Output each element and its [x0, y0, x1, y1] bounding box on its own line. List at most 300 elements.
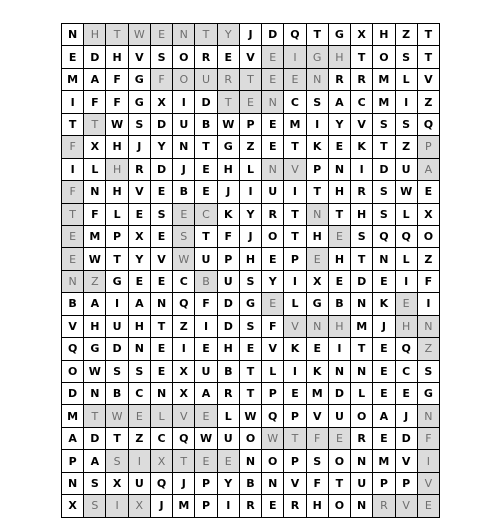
grid-cell-r10-c5[interactable]: E — [151, 226, 173, 248]
grid-cell-r3-c2[interactable]: A — [84, 69, 106, 91]
grid-cell-r7-c8[interactable]: H — [218, 159, 240, 181]
grid-cell-r16-c17[interactable]: S — [418, 361, 440, 383]
grid-cell-r20-c16[interactable]: V — [396, 450, 418, 472]
grid-cell-r1-c10[interactable]: D — [262, 24, 284, 46]
grid-cell-r4-c7[interactable]: D — [195, 91, 217, 113]
grid-cell-r18-c17[interactable]: N — [418, 405, 440, 427]
grid-cell-r10-c17[interactable]: O — [418, 226, 440, 248]
grid-cell-r1-c11[interactable]: Q — [284, 24, 306, 46]
grid-cell-r16-c5[interactable]: E — [151, 361, 173, 383]
grid-cell-r12-c11[interactable]: I — [284, 271, 306, 293]
grid-cell-r19-c1[interactable]: A — [62, 428, 84, 450]
grid-cell-r16-c14[interactable]: N — [351, 361, 373, 383]
grid-cell-r13-c8[interactable]: D — [218, 293, 240, 315]
grid-cell-r16-c10[interactable]: L — [262, 361, 284, 383]
grid-cell-r12-c4[interactable]: E — [129, 271, 151, 293]
grid-cell-r8-c9[interactable]: I — [240, 181, 262, 203]
grid-cell-r12-c6[interactable]: C — [173, 271, 195, 293]
grid-cell-r20-c2[interactable]: A — [84, 450, 106, 472]
grid-cell-r12-c1[interactable]: N — [62, 271, 84, 293]
grid-cell-r5-c7[interactable]: B — [195, 114, 217, 136]
grid-cell-r20-c11[interactable]: P — [284, 450, 306, 472]
grid-cell-r5-c1[interactable]: T — [62, 114, 84, 136]
grid-cell-r5-c16[interactable]: S — [396, 114, 418, 136]
grid-cell-r16-c15[interactable]: E — [373, 361, 395, 383]
grid-cell-r10-c8[interactable]: F — [218, 226, 240, 248]
grid-cell-r11-c3[interactable]: T — [106, 248, 128, 270]
grid-cell-r5-c8[interactable]: W — [218, 114, 240, 136]
grid-cell-r19-c7[interactable]: W — [195, 428, 217, 450]
grid-cell-r10-c6[interactable]: S — [173, 226, 195, 248]
grid-cell-r10-c9[interactable]: J — [240, 226, 262, 248]
grid-cell-r19-c3[interactable]: T — [106, 428, 128, 450]
grid-cell-r5-c15[interactable]: S — [373, 114, 395, 136]
grid-cell-r9-c14[interactable]: H — [351, 204, 373, 226]
grid-cell-r14-c5[interactable]: T — [151, 316, 173, 338]
grid-cell-r13-c7[interactable]: F — [195, 293, 217, 315]
grid-cell-r20-c3[interactable]: S — [106, 450, 128, 472]
grid-cell-r2-c17[interactable]: T — [418, 46, 440, 68]
grid-cell-r1-c4[interactable]: W — [129, 24, 151, 46]
grid-cell-r1-c9[interactable]: J — [240, 24, 262, 46]
grid-cell-r6-c1[interactable]: F — [62, 136, 84, 158]
grid-cell-r19-c6[interactable]: Q — [173, 428, 195, 450]
grid-cell-r19-c4[interactable]: Z — [129, 428, 151, 450]
grid-cell-r8-c6[interactable]: B — [173, 181, 195, 203]
grid-cell-r13-c12[interactable]: G — [307, 293, 329, 315]
grid-cell-r18-c13[interactable]: U — [329, 405, 351, 427]
grid-cell-r9-c2[interactable]: F — [84, 204, 106, 226]
grid-cell-r22-c5[interactable]: J — [151, 495, 173, 517]
grid-cell-r21-c15[interactable]: P — [373, 473, 395, 495]
grid-cell-r18-c8[interactable]: L — [218, 405, 240, 427]
grid-cell-r22-c4[interactable]: X — [129, 495, 151, 517]
grid-cell-r17-c13[interactable]: D — [329, 383, 351, 405]
grid-cell-r21-c13[interactable]: T — [329, 473, 351, 495]
grid-cell-r11-c15[interactable]: N — [373, 248, 395, 270]
grid-cell-r14-c3[interactable]: U — [106, 316, 128, 338]
grid-cell-r15-c1[interactable]: Q — [62, 338, 84, 360]
grid-cell-r11-c4[interactable]: Y — [129, 248, 151, 270]
grid-cell-r3-c17[interactable]: V — [418, 69, 440, 91]
grid-cell-r3-c10[interactable]: E — [262, 69, 284, 91]
grid-cell-r17-c14[interactable]: L — [351, 383, 373, 405]
grid-cell-r14-c6[interactable]: Z — [173, 316, 195, 338]
grid-cell-r22-c6[interactable]: M — [173, 495, 195, 517]
grid-cell-r19-c10[interactable]: W — [262, 428, 284, 450]
grid-cell-r6-c4[interactable]: J — [129, 136, 151, 158]
grid-cell-r7-c13[interactable]: N — [329, 159, 351, 181]
grid-cell-r14-c1[interactable]: V — [62, 316, 84, 338]
grid-cell-r10-c11[interactable]: T — [284, 226, 306, 248]
grid-cell-r17-c16[interactable]: E — [396, 383, 418, 405]
grid-cell-r13-c14[interactable]: N — [351, 293, 373, 315]
grid-cell-r6-c3[interactable]: H — [106, 136, 128, 158]
grid-cell-r10-c12[interactable]: H — [307, 226, 329, 248]
grid-cell-r4-c4[interactable]: G — [129, 91, 151, 113]
grid-cell-r20-c10[interactable]: O — [262, 450, 284, 472]
grid-cell-r7-c12[interactable]: P — [307, 159, 329, 181]
grid-cell-r15-c4[interactable]: N — [129, 338, 151, 360]
grid-cell-r22-c1[interactable]: X — [62, 495, 84, 517]
grid-cell-r15-c15[interactable]: E — [373, 338, 395, 360]
grid-cell-r1-c12[interactable]: T — [307, 24, 329, 46]
grid-cell-r1-c5[interactable]: E — [151, 24, 173, 46]
grid-cell-r4-c6[interactable]: I — [173, 91, 195, 113]
grid-cell-r15-c9[interactable]: E — [240, 338, 262, 360]
grid-cell-r11-c5[interactable]: V — [151, 248, 173, 270]
grid-cell-r21-c2[interactable]: S — [84, 473, 106, 495]
grid-cell-r11-c10[interactable]: E — [262, 248, 284, 270]
grid-cell-r2-c14[interactable]: T — [351, 46, 373, 68]
grid-cell-r6-c16[interactable]: Z — [396, 136, 418, 158]
grid-cell-r6-c7[interactable]: T — [195, 136, 217, 158]
grid-cell-r7-c4[interactable]: R — [129, 159, 151, 181]
grid-cell-r9-c5[interactable]: S — [151, 204, 173, 226]
grid-cell-r5-c4[interactable]: S — [129, 114, 151, 136]
grid-cell-r7-c5[interactable]: D — [151, 159, 173, 181]
grid-cell-r17-c1[interactable]: D — [62, 383, 84, 405]
grid-cell-r8-c15[interactable]: S — [373, 181, 395, 203]
grid-cell-r13-c3[interactable]: I — [106, 293, 128, 315]
grid-cell-r20-c4[interactable]: I — [129, 450, 151, 472]
grid-cell-r1-c8[interactable]: Y — [218, 24, 240, 46]
grid-cell-r10-c13[interactable]: E — [329, 226, 351, 248]
grid-cell-r16-c13[interactable]: N — [329, 361, 351, 383]
grid-cell-r22-c11[interactable]: R — [284, 495, 306, 517]
grid-cell-r22-c7[interactable]: P — [195, 495, 217, 517]
grid-cell-r4-c11[interactable]: C — [284, 91, 306, 113]
grid-cell-r12-c5[interactable]: E — [151, 271, 173, 293]
grid-cell-r2-c1[interactable]: E — [62, 46, 84, 68]
grid-cell-r9-c13[interactable]: T — [329, 204, 351, 226]
grid-cell-r2-c4[interactable]: V — [129, 46, 151, 68]
grid-cell-r20-c14[interactable]: N — [351, 450, 373, 472]
grid-cell-r8-c5[interactable]: E — [151, 181, 173, 203]
grid-cell-r15-c7[interactable]: E — [195, 338, 217, 360]
grid-cell-r9-c9[interactable]: Y — [240, 204, 262, 226]
grid-cell-r16-c2[interactable]: W — [84, 361, 106, 383]
grid-cell-r4-c17[interactable]: Z — [418, 91, 440, 113]
grid-cell-r21-c4[interactable]: U — [129, 473, 151, 495]
grid-cell-r13-c11[interactable]: L — [284, 293, 306, 315]
grid-cell-r19-c15[interactable]: E — [373, 428, 395, 450]
grid-cell-r16-c3[interactable]: S — [106, 361, 128, 383]
grid-cell-r9-c3[interactable]: L — [106, 204, 128, 226]
grid-cell-r21-c6[interactable]: J — [173, 473, 195, 495]
grid-cell-r12-c7[interactable]: B — [195, 271, 217, 293]
grid-cell-r21-c10[interactable]: N — [262, 473, 284, 495]
grid-cell-r16-c9[interactable]: T — [240, 361, 262, 383]
grid-cell-r10-c10[interactable]: O — [262, 226, 284, 248]
grid-cell-r14-c12[interactable]: N — [307, 316, 329, 338]
grid-cell-r4-c10[interactable]: N — [262, 91, 284, 113]
grid-cell-r11-c11[interactable]: P — [284, 248, 306, 270]
grid-cell-r21-c5[interactable]: Q — [151, 473, 173, 495]
grid-cell-r12-c15[interactable]: E — [373, 271, 395, 293]
grid-cell-r18-c7[interactable]: E — [195, 405, 217, 427]
grid-cell-r18-c15[interactable]: A — [373, 405, 395, 427]
grid-cell-r11-c16[interactable]: L — [396, 248, 418, 270]
grid-cell-r11-c6[interactable]: W — [173, 248, 195, 270]
grid-cell-r3-c9[interactable]: T — [240, 69, 262, 91]
grid-cell-r10-c4[interactable]: X — [129, 226, 151, 248]
grid-cell-r5-c12[interactable]: I — [307, 114, 329, 136]
grid-cell-r4-c15[interactable]: M — [373, 91, 395, 113]
grid-cell-r7-c3[interactable]: H — [106, 159, 128, 181]
grid-cell-r8-c1[interactable]: F — [62, 181, 84, 203]
grid-cell-r22-c8[interactable]: I — [218, 495, 240, 517]
grid-cell-r4-c14[interactable]: C — [351, 91, 373, 113]
grid-cell-r21-c12[interactable]: F — [307, 473, 329, 495]
grid-cell-r20-c15[interactable]: M — [373, 450, 395, 472]
grid-cell-r11-c9[interactable]: H — [240, 248, 262, 270]
grid-cell-r20-c6[interactable]: T — [173, 450, 195, 472]
grid-cell-r13-c13[interactable]: B — [329, 293, 351, 315]
grid-cell-r5-c3[interactable]: W — [106, 114, 128, 136]
grid-cell-r17-c8[interactable]: R — [218, 383, 240, 405]
grid-cell-r8-c13[interactable]: H — [329, 181, 351, 203]
grid-cell-r12-c12[interactable]: X — [307, 271, 329, 293]
grid-cell-r17-c11[interactable]: E — [284, 383, 306, 405]
grid-cell-r5-c13[interactable]: Y — [329, 114, 351, 136]
grid-cell-r3-c1[interactable]: M — [62, 69, 84, 91]
grid-cell-r18-c2[interactable]: T — [84, 405, 106, 427]
grid-cell-r14-c17[interactable]: N — [418, 316, 440, 338]
grid-cell-r3-c13[interactable]: R — [329, 69, 351, 91]
grid-cell-r6-c10[interactable]: E — [262, 136, 284, 158]
grid-cell-r19-c5[interactable]: C — [151, 428, 173, 450]
grid-cell-r4-c12[interactable]: S — [307, 91, 329, 113]
grid-cell-r9-c4[interactable]: E — [129, 204, 151, 226]
grid-cell-r9-c17[interactable]: X — [418, 204, 440, 226]
grid-cell-r22-c12[interactable]: H — [307, 495, 329, 517]
grid-cell-r17-c7[interactable]: A — [195, 383, 217, 405]
grid-cell-r3-c12[interactable]: N — [307, 69, 329, 91]
grid-cell-r1-c13[interactable]: G — [329, 24, 351, 46]
grid-cell-r22-c10[interactable]: E — [262, 495, 284, 517]
grid-cell-r3-c11[interactable]: E — [284, 69, 306, 91]
grid-cell-r19-c12[interactable]: F — [307, 428, 329, 450]
grid-cell-r3-c6[interactable]: O — [173, 69, 195, 91]
grid-cell-r6-c17[interactable]: P — [418, 136, 440, 158]
grid-cell-r18-c6[interactable]: V — [173, 405, 195, 427]
grid-cell-r18-c12[interactable]: V — [307, 405, 329, 427]
grid-cell-r9-c8[interactable]: K — [218, 204, 240, 226]
grid-cell-r13-c2[interactable]: A — [84, 293, 106, 315]
grid-cell-r15-c12[interactable]: E — [307, 338, 329, 360]
grid-cell-r6-c11[interactable]: T — [284, 136, 306, 158]
grid-cell-r2-c7[interactable]: R — [195, 46, 217, 68]
grid-cell-r15-c2[interactable]: G — [84, 338, 106, 360]
grid-cell-r2-c3[interactable]: H — [106, 46, 128, 68]
grid-cell-r11-c12[interactable]: E — [307, 248, 329, 270]
grid-cell-r3-c8[interactable]: R — [218, 69, 240, 91]
grid-cell-r6-c13[interactable]: E — [329, 136, 351, 158]
grid-cell-r19-c2[interactable]: D — [84, 428, 106, 450]
grid-cell-r21-c1[interactable]: N — [62, 473, 84, 495]
grid-cell-r17-c9[interactable]: T — [240, 383, 262, 405]
grid-cell-r8-c7[interactable]: E — [195, 181, 217, 203]
grid-cell-r17-c5[interactable]: N — [151, 383, 173, 405]
grid-cell-r17-c10[interactable]: P — [262, 383, 284, 405]
grid-cell-r10-c16[interactable]: Q — [396, 226, 418, 248]
grid-cell-r16-c11[interactable]: I — [284, 361, 306, 383]
grid-cell-r5-c2[interactable]: T — [84, 114, 106, 136]
grid-cell-r1-c3[interactable]: T — [106, 24, 128, 46]
grid-cell-r10-c14[interactable]: S — [351, 226, 373, 248]
grid-cell-r9-c10[interactable]: R — [262, 204, 284, 226]
grid-cell-r14-c10[interactable]: F — [262, 316, 284, 338]
grid-cell-r8-c8[interactable]: J — [218, 181, 240, 203]
grid-cell-r4-c9[interactable]: E — [240, 91, 262, 113]
grid-cell-r21-c11[interactable]: V — [284, 473, 306, 495]
grid-cell-r1-c16[interactable]: Z — [396, 24, 418, 46]
grid-cell-r12-c16[interactable]: I — [396, 271, 418, 293]
grid-cell-r18-c3[interactable]: W — [106, 405, 128, 427]
grid-cell-r14-c2[interactable]: H — [84, 316, 106, 338]
grid-cell-r7-c9[interactable]: L — [240, 159, 262, 181]
grid-cell-r19-c9[interactable]: O — [240, 428, 262, 450]
grid-cell-r8-c16[interactable]: W — [396, 181, 418, 203]
grid-cell-r22-c2[interactable]: S — [84, 495, 106, 517]
grid-cell-r14-c8[interactable]: D — [218, 316, 240, 338]
grid-cell-r14-c11[interactable]: V — [284, 316, 306, 338]
grid-cell-r5-c9[interactable]: P — [240, 114, 262, 136]
grid-cell-r17-c17[interactable]: G — [418, 383, 440, 405]
grid-cell-r6-c2[interactable]: X — [84, 136, 106, 158]
grid-cell-r11-c2[interactable]: W — [84, 248, 106, 270]
grid-cell-r22-c13[interactable]: O — [329, 495, 351, 517]
grid-cell-r17-c3[interactable]: B — [106, 383, 128, 405]
grid-cell-r22-c9[interactable]: R — [240, 495, 262, 517]
grid-cell-r13-c17[interactable]: I — [418, 293, 440, 315]
grid-cell-r17-c15[interactable]: E — [373, 383, 395, 405]
grid-cell-r8-c10[interactable]: U — [262, 181, 284, 203]
grid-cell-r20-c1[interactable]: P — [62, 450, 84, 472]
grid-cell-r15-c14[interactable]: T — [351, 338, 373, 360]
grid-cell-r16-c1[interactable]: O — [62, 361, 84, 383]
grid-cell-r5-c11[interactable]: M — [284, 114, 306, 136]
grid-cell-r1-c14[interactable]: X — [351, 24, 373, 46]
grid-cell-r22-c14[interactable]: N — [351, 495, 373, 517]
grid-cell-r13-c16[interactable]: E — [396, 293, 418, 315]
grid-cell-r1-c1[interactable]: N — [62, 24, 84, 46]
grid-cell-r18-c10[interactable]: Q — [262, 405, 284, 427]
grid-cell-r7-c2[interactable]: L — [84, 159, 106, 181]
grid-cell-r7-c11[interactable]: V — [284, 159, 306, 181]
grid-cell-r18-c11[interactable]: P — [284, 405, 306, 427]
grid-cell-r9-c15[interactable]: S — [373, 204, 395, 226]
grid-cell-r3-c14[interactable]: R — [351, 69, 373, 91]
grid-cell-r17-c2[interactable]: N — [84, 383, 106, 405]
grid-cell-r15-c6[interactable]: I — [173, 338, 195, 360]
grid-cell-r11-c14[interactable]: T — [351, 248, 373, 270]
grid-cell-r6-c14[interactable]: K — [351, 136, 373, 158]
grid-cell-r14-c9[interactable]: S — [240, 316, 262, 338]
grid-cell-r17-c4[interactable]: C — [129, 383, 151, 405]
grid-cell-r18-c4[interactable]: E — [129, 405, 151, 427]
grid-cell-r2-c15[interactable]: O — [373, 46, 395, 68]
grid-cell-r6-c5[interactable]: Y — [151, 136, 173, 158]
grid-cell-r4-c2[interactable]: F — [84, 91, 106, 113]
grid-cell-r15-c13[interactable]: I — [329, 338, 351, 360]
grid-cell-r1-c15[interactable]: H — [373, 24, 395, 46]
grid-cell-r10-c7[interactable]: T — [195, 226, 217, 248]
grid-cell-r2-c5[interactable]: S — [151, 46, 173, 68]
grid-cell-r22-c15[interactable]: R — [373, 495, 395, 517]
grid-cell-r2-c12[interactable]: G — [307, 46, 329, 68]
grid-cell-r12-c13[interactable]: E — [329, 271, 351, 293]
grid-cell-r5-c6[interactable]: U — [173, 114, 195, 136]
grid-cell-r20-c7[interactable]: E — [195, 450, 217, 472]
grid-cell-r3-c5[interactable]: F — [151, 69, 173, 91]
grid-cell-r11-c8[interactable]: P — [218, 248, 240, 270]
grid-cell-r22-c17[interactable]: E — [418, 495, 440, 517]
grid-cell-r14-c14[interactable]: M — [351, 316, 373, 338]
grid-cell-r2-c10[interactable]: E — [262, 46, 284, 68]
grid-cell-r3-c15[interactable]: M — [373, 69, 395, 91]
grid-cell-r7-c7[interactable]: E — [195, 159, 217, 181]
grid-cell-r20-c12[interactable]: S — [307, 450, 329, 472]
grid-cell-r11-c17[interactable]: Z — [418, 248, 440, 270]
grid-cell-r13-c15[interactable]: K — [373, 293, 395, 315]
grid-cell-r8-c17[interactable]: E — [418, 181, 440, 203]
grid-cell-r19-c16[interactable]: D — [396, 428, 418, 450]
grid-cell-r2-c8[interactable]: E — [218, 46, 240, 68]
grid-cell-r7-c14[interactable]: I — [351, 159, 373, 181]
grid-cell-r16-c6[interactable]: X — [173, 361, 195, 383]
grid-cell-r15-c16[interactable]: Q — [396, 338, 418, 360]
grid-cell-r4-c13[interactable]: A — [329, 91, 351, 113]
grid-cell-r18-c14[interactable]: O — [351, 405, 373, 427]
grid-cell-r11-c7[interactable]: U — [195, 248, 217, 270]
grid-cell-r6-c9[interactable]: Z — [240, 136, 262, 158]
grid-cell-r2-c13[interactable]: H — [329, 46, 351, 68]
grid-cell-r20-c17[interactable]: I — [418, 450, 440, 472]
grid-cell-r20-c8[interactable]: E — [218, 450, 240, 472]
grid-cell-r15-c3[interactable]: D — [106, 338, 128, 360]
grid-cell-r19-c11[interactable]: T — [284, 428, 306, 450]
grid-cell-r9-c16[interactable]: L — [396, 204, 418, 226]
grid-cell-r9-c1[interactable]: T — [62, 204, 84, 226]
grid-cell-r12-c3[interactable]: G — [106, 271, 128, 293]
grid-cell-r1-c6[interactable]: N — [173, 24, 195, 46]
grid-cell-r7-c6[interactable]: J — [173, 159, 195, 181]
grid-cell-r12-c8[interactable]: U — [218, 271, 240, 293]
grid-cell-r11-c13[interactable]: H — [329, 248, 351, 270]
grid-cell-r15-c10[interactable]: V — [262, 338, 284, 360]
grid-cell-r21-c14[interactable]: U — [351, 473, 373, 495]
grid-cell-r13-c6[interactable]: Q — [173, 293, 195, 315]
grid-cell-r3-c7[interactable]: U — [195, 69, 217, 91]
grid-cell-r10-c3[interactable]: P — [106, 226, 128, 248]
grid-cell-r4-c3[interactable]: F — [106, 91, 128, 113]
grid-cell-r9-c11[interactable]: T — [284, 204, 306, 226]
grid-cell-r7-c17[interactable]: A — [418, 159, 440, 181]
grid-cell-r19-c8[interactable]: U — [218, 428, 240, 450]
grid-cell-r4-c5[interactable]: X — [151, 91, 173, 113]
grid-cell-r7-c16[interactable]: U — [396, 159, 418, 181]
grid-cell-r7-c10[interactable]: N — [262, 159, 284, 181]
grid-cell-r20-c13[interactable]: O — [329, 450, 351, 472]
grid-cell-r5-c17[interactable]: Q — [418, 114, 440, 136]
grid-cell-r21-c9[interactable]: B — [240, 473, 262, 495]
grid-cell-r12-c9[interactable]: S — [240, 271, 262, 293]
grid-cell-r4-c16[interactable]: I — [396, 91, 418, 113]
grid-cell-r16-c4[interactable]: S — [129, 361, 151, 383]
grid-cell-r18-c5[interactable]: L — [151, 405, 173, 427]
